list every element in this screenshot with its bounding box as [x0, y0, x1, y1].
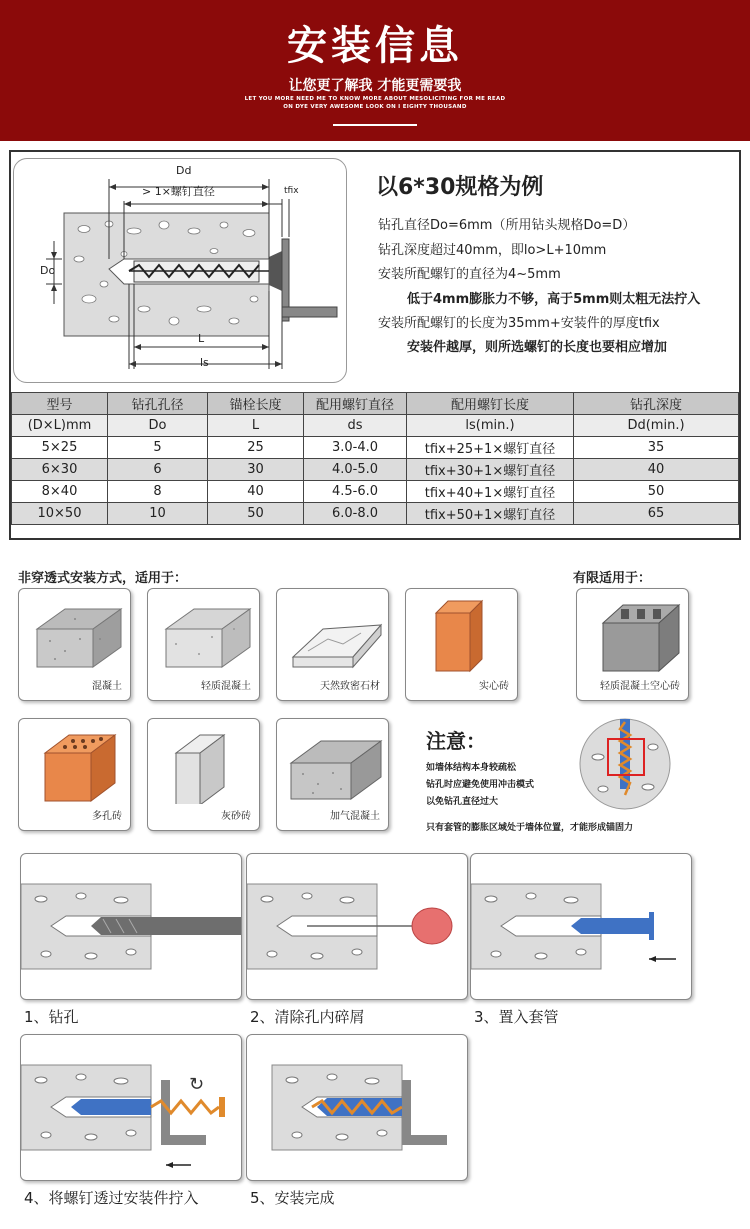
- table-subheader-cell: Do: [108, 415, 208, 437]
- blower-illustration: [247, 854, 468, 1000]
- limited-materials-heading: 有限适用于：: [573, 571, 652, 586]
- table-header-cell: 锚栓长度: [208, 393, 304, 415]
- table-row: [12, 459, 739, 481]
- table-header-cell: 钻孔深度: [574, 393, 739, 415]
- table-cell: 4.5-6.0: [304, 481, 407, 503]
- example-line-6: 安装件越厚，则所选螺钉的长度也要相应增加: [407, 340, 668, 355]
- hollow-block-icon: [583, 599, 683, 674]
- note-title: 注意：: [426, 729, 486, 753]
- table-cell: 5: [108, 437, 208, 459]
- material-label: 混凝土: [92, 681, 122, 692]
- table-subheader-cell: L: [208, 415, 304, 437]
- material-label: 天然致密石材: [320, 681, 380, 692]
- material-label: 多孔砖: [92, 811, 122, 822]
- step-4-screw-in-panel: [20, 1034, 242, 1181]
- table-cell: 4.0-5.0: [304, 459, 407, 481]
- concrete-block-icon: [25, 599, 125, 674]
- table-cell: 25: [208, 437, 304, 459]
- material-label: 实心砖: [479, 681, 509, 692]
- perforated-brick-icon: [25, 729, 125, 804]
- table-row: [12, 503, 739, 525]
- material-card-light-concrete: [147, 588, 260, 701]
- page-subtitle: 让您更了解我 才能更需要我: [288, 78, 462, 94]
- table-header-cell: 配用螺钉长度: [407, 393, 574, 415]
- table-cell: tfix+30+1×螺钉直径: [407, 459, 574, 481]
- material-card-perforated-brick: [18, 718, 131, 831]
- sand-lime-brick-icon: [154, 729, 254, 804]
- table-cell: 50: [208, 503, 304, 525]
- table-cell: 8: [108, 481, 208, 503]
- dim-do-label: Do: [40, 264, 56, 277]
- table-subheader-cell: Dd(min.): [574, 415, 739, 437]
- note-line-2: 钻孔时应避免使用冲击模式: [426, 780, 535, 790]
- note-line-1: 如墙体结构本身较疏松: [426, 763, 517, 773]
- materials-heading: 非穿透式安装方式，适用于：: [18, 571, 188, 586]
- anchor-dimension-diagram: [13, 158, 347, 383]
- solid-brick-icon: [412, 599, 512, 674]
- table-header-cell: 型号: [12, 393, 108, 415]
- example-line-2: 钻孔深度超过40mm，即lo>L+10mm: [378, 243, 607, 258]
- table-cell: 30: [208, 459, 304, 481]
- table-subheader-cell: ds: [304, 415, 407, 437]
- table-cell: 35: [574, 437, 739, 459]
- page-title: 安装信息: [287, 23, 463, 69]
- note-line-4: 只有套管的膨胀区域处于墙体位置，才能形成锚固力: [426, 823, 634, 833]
- step-1-drill-panel: [20, 853, 242, 1000]
- title-divider: [333, 124, 417, 126]
- dim-l-label: L: [198, 332, 205, 345]
- table-cell: 10: [108, 503, 208, 525]
- table-cell: 6.0-8.0: [304, 503, 407, 525]
- note-line-3: 以免钻孔直径过大: [426, 797, 499, 807]
- table-cell: 40: [574, 459, 739, 481]
- anchor-detail-circle-icon: [578, 717, 673, 812]
- table-cell: tfix+50+1×螺钉直径: [407, 503, 574, 525]
- material-label: 轻质混凝土空心砖: [600, 681, 680, 692]
- step-3-insert-sleeve-panel: [470, 853, 692, 1000]
- english-tagline-line-2: ON DYE VERY AWESOME LOOK ON I EIGHTY THOUSAND: [283, 104, 467, 110]
- table-subheader-cell: (D×L)mm: [12, 415, 108, 437]
- table-cell: 6×30: [12, 459, 108, 481]
- table-cell: 3.0-4.0: [304, 437, 407, 459]
- step-5-done-panel: [246, 1034, 468, 1181]
- table-cell: tfix+40+1×螺钉直径: [407, 481, 574, 503]
- material-label: 加气混凝土: [330, 811, 380, 822]
- step-2-label: 2、清除孔内碎屑: [250, 1008, 365, 1026]
- table-cell: 65: [574, 503, 739, 525]
- table-subheader-cell: ls(min.): [407, 415, 574, 437]
- header-banner: [0, 0, 750, 141]
- table-cell: 5×25: [12, 437, 108, 459]
- table-header-row: [12, 393, 739, 415]
- english-tagline: [0, 95, 750, 111]
- spec-table: [11, 392, 739, 525]
- table-row: [12, 437, 739, 459]
- dim-ls-label: ls: [200, 356, 209, 369]
- table-header-cell: 钻孔孔径: [108, 393, 208, 415]
- table-cell: 6: [108, 459, 208, 481]
- table-header-cell: 配用螺钉直径: [304, 393, 407, 415]
- aerated-concrete-icon: [283, 729, 383, 804]
- material-label: 轻质混凝土: [201, 681, 251, 692]
- dim-screw-diameter-label: > 1×螺钉直径: [142, 185, 215, 198]
- step-3-label: 3、置入套管: [474, 1008, 559, 1026]
- step-1-label: 1、钻孔: [24, 1008, 79, 1026]
- step-4-label: 4、将螺钉透过安装件拧入: [24, 1189, 199, 1207]
- step-2-clean-panel: [246, 853, 468, 1000]
- dim-tfix-label: tfix: [284, 186, 299, 196]
- table-cell: 40: [208, 481, 304, 503]
- table-cell: tfix+25+1×螺钉直径: [407, 437, 574, 459]
- table-row: [12, 481, 739, 503]
- material-card-aerated-concrete: [276, 718, 389, 831]
- material-card-solid-brick: [405, 588, 518, 701]
- step-5-label: 5、安装完成: [250, 1189, 335, 1207]
- natural-stone-icon: [283, 599, 383, 674]
- material-card-hollow-block: [576, 588, 689, 701]
- english-tagline-line-1: LET YOU MORE NEED ME TO KNOW MORE ABOUT MESOLICITING FOR ME READ: [244, 96, 506, 102]
- table-subheader-row: [12, 415, 739, 437]
- material-card-concrete: [18, 588, 131, 701]
- example-heading: 以6*30规格为例: [376, 175, 544, 200]
- sleeve-insert-illustration: [471, 854, 692, 1000]
- screw-in-illustration: [21, 1035, 242, 1181]
- table-cell: 8×40: [12, 481, 108, 503]
- example-line-5: 安装所配螺钉的长度为35mm+安装件的厚度tfix: [378, 316, 660, 331]
- drill-illustration: [21, 854, 242, 1000]
- svg-text:↻: ↻: [189, 1074, 205, 1095]
- installed-anchor-illustration: [247, 1035, 468, 1181]
- example-line-3: 安装所配螺钉的直径为4~5mm: [378, 267, 561, 282]
- spec-panel: [9, 150, 741, 540]
- table-cell: 50: [574, 481, 739, 503]
- example-line-1: 钻孔直径Do=6mm（所用钻头规格Do=D）: [378, 218, 636, 233]
- light-concrete-block-icon: [154, 599, 254, 674]
- table-cell: 10×50: [12, 503, 108, 525]
- material-card-sand-lime-brick: [147, 718, 260, 831]
- dim-dd-label: Dd: [176, 164, 192, 177]
- material-card-natural-stone: [276, 588, 389, 701]
- material-label: 灰砂砖: [221, 811, 251, 822]
- example-line-4: 低于4mm膨胀力不够，高于5mm则太粗无法拧入: [407, 292, 701, 307]
